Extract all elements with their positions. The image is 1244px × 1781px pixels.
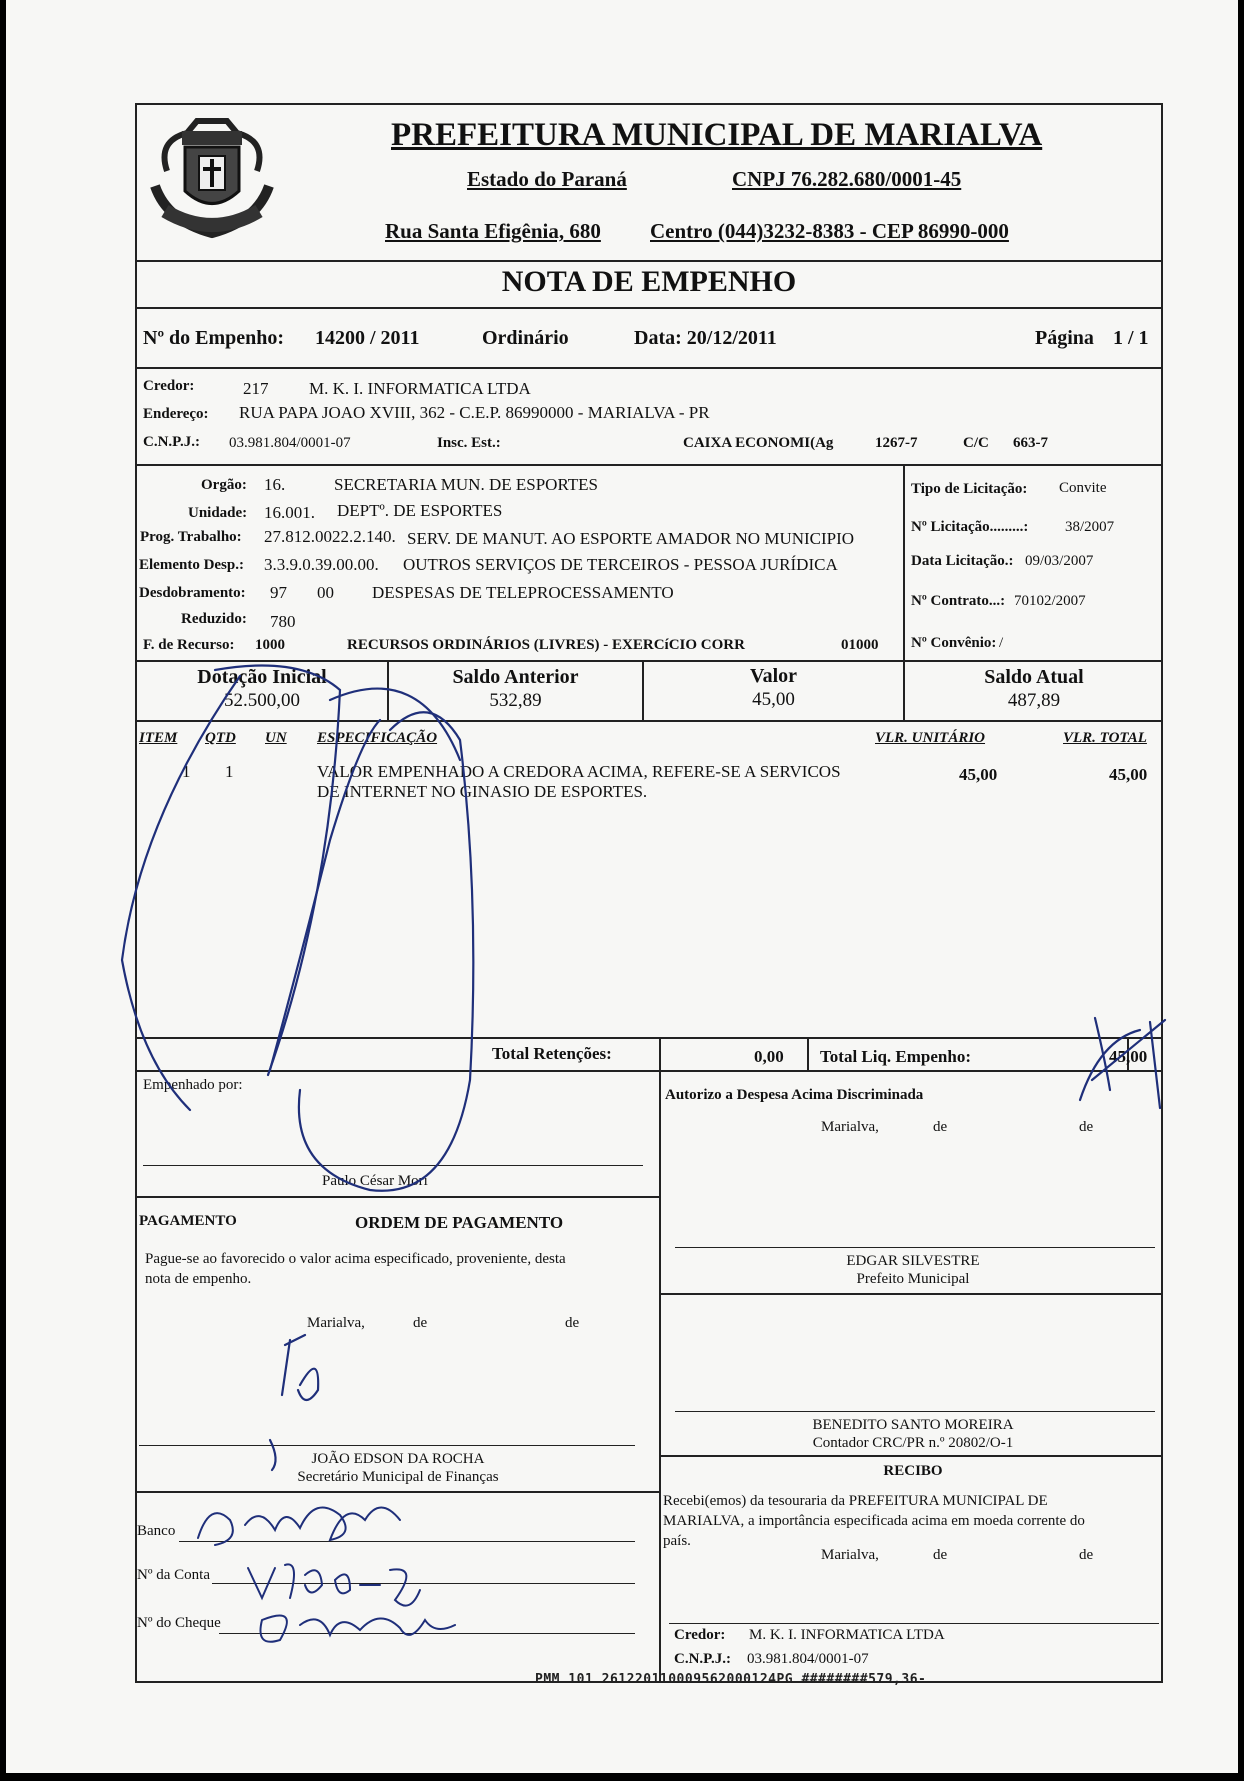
credor-cnpj: 03.981.804/0001-07	[229, 435, 351, 451]
prefeito-name: EDGAR SILVESTRE	[846, 1253, 980, 1269]
fonte-recurso-name: RECURSOS ORDINÁRIOS (LIVRES) - EXERCíCIO CORR	[347, 637, 745, 653]
licitacao-number: 38/2007	[1065, 519, 1115, 535]
state-name: Estado do Paraná	[467, 167, 627, 191]
authentication-line: PMM 101 261220110009562000124PG ########579,36-	[535, 1672, 927, 1687]
unidade-code: 16.001.	[264, 503, 315, 522]
convenio-number: /	[999, 635, 1004, 651]
item-qtd: 1	[225, 762, 234, 781]
licitacao-date: 09/03/2007	[1025, 553, 1094, 569]
municipality-title: PREFEITURA MUNICIPAL DE MARIALVA	[391, 117, 1043, 153]
fonte-recurso-number: 01000	[841, 637, 879, 653]
desdobramento-label: Desdobramento:	[139, 585, 246, 601]
empenhado-por-label: Empenhado por:	[143, 1077, 243, 1093]
item-total-value: 45,00	[1109, 765, 1148, 784]
saldo-anterior-value: 532,89	[489, 690, 542, 711]
elemento-desp-name: OUTROS SERVIÇOS DE TERCEIROS - PESSOA JURÍDICA	[403, 555, 838, 574]
municipality-address: Rua Santa Efigênia, 680	[385, 219, 601, 243]
empenho-date: Data: 20/12/2011	[634, 327, 777, 349]
autorizo-despesa: Autorizo a Despesa Acima Discriminada	[665, 1087, 924, 1103]
recibo-de-2: de	[1079, 1547, 1094, 1563]
col-qtd: QTD	[205, 730, 236, 746]
tipo-licitacao-label: Tipo de Licitação:	[911, 481, 1028, 497]
orgao-name: SECRETARIA MUN. DE ESPORTES	[334, 475, 598, 494]
fonte-recurso-label: F. de Recurso:	[143, 637, 235, 653]
total-retencoes-value: 0,00	[754, 1047, 784, 1066]
credor-name: M. K. I. INFORMATICA LTDA	[309, 379, 531, 398]
licitacao-date-label: Data Licitação.:	[911, 553, 1014, 569]
empenho-number-label: Nº do Empenho:	[143, 327, 285, 349]
tipo-licitacao: Convite	[1059, 480, 1107, 496]
secretario-title: Secretário Municipal de Finanças	[297, 1469, 499, 1485]
col-vlr-unitario: VLR. UNITÁRIO	[875, 730, 986, 746]
recibo-text-line-3: país.	[663, 1533, 691, 1549]
cc-number: 663-7	[1013, 435, 1048, 451]
pagamento-label: PAGAMENTO	[139, 1213, 237, 1229]
unidade-label: Unidade:	[188, 505, 248, 521]
col-item: ITEM	[139, 730, 178, 746]
prog-trabalho-name: SERV. DE MANUT. AO ESPORTE AMADOR NO MUNICIPIO	[407, 529, 855, 548]
bank-agency: 1267-7	[875, 435, 918, 451]
saldo-anterior-label: Saldo Anterior	[452, 666, 579, 688]
empenhado-por-name: Paulo César Mori	[322, 1173, 428, 1189]
dotacao-inicial-label: Dotação Inicial	[197, 666, 327, 688]
conta-label: Nº da Conta	[137, 1567, 210, 1583]
orgao-label: Orgão:	[201, 477, 247, 493]
desdobramento-name: DESPESAS DE TELEPROCESSAMENTO	[372, 583, 674, 602]
unidade-name: DEPTº. DE ESPORTES	[337, 501, 503, 520]
autorizo-de-1: de	[933, 1119, 948, 1135]
cc-label: C/C	[963, 435, 989, 451]
pagamento-de-1: de	[413, 1315, 428, 1331]
saldo-atual-label: Saldo Atual	[984, 666, 1084, 688]
pagamento-text-line-1: Pague-se ao favorecido o valor acima especificado, proveniente, desta	[145, 1251, 566, 1267]
bank-name: CAIXA ECONOMI(Ag	[683, 435, 834, 451]
pagamento-text-line-2: nota de empenho.	[145, 1271, 252, 1287]
recibo-cnpj-label: C.N.P.J.:	[674, 1651, 731, 1667]
elemento-desp-code: 3.3.9.0.39.00.00.	[264, 555, 379, 574]
credor-label: Credor:	[143, 378, 195, 394]
recibo-text-line-1: Recebi(emos) da tesouraria da PREFEITURA MUNICIPAL DE	[663, 1493, 1048, 1509]
credor-address-label: Endereço:	[143, 406, 209, 422]
item-spec-line-2: DE INTERNET NO GINASIO DE ESPORTES.	[317, 782, 648, 801]
recibo-credor-name: M. K. I. INFORMATICA LTDA	[749, 1627, 945, 1643]
col-un: UN	[265, 730, 287, 746]
licitacao-number-label: Nº Licitação.........:	[911, 519, 1029, 535]
recibo-credor-label: Credor:	[674, 1627, 726, 1643]
page-label: Página	[1035, 327, 1094, 349]
recibo-text-line-2: MARIALVA, a importância especificada acima em moeda corrente do	[663, 1513, 1085, 1529]
reduzido-value: 780	[270, 612, 296, 631]
document-title: NOTA DE EMPENHO	[501, 265, 797, 298]
total-retencoes-label: Total Retenções:	[492, 1044, 612, 1063]
convenio-label: Nº Convênio:	[911, 635, 997, 651]
recibo-de-1: de	[933, 1547, 948, 1563]
prefeito-title: Prefeito Municipal	[856, 1271, 970, 1287]
orgao-code: 16.	[264, 475, 286, 494]
page-number: 1 / 1	[1113, 327, 1149, 349]
recibo-title: RECIBO	[883, 1463, 943, 1479]
reduzido-label: Reduzido:	[181, 611, 247, 627]
valor-label: Valor	[749, 665, 798, 687]
empenho-number: 14200 / 2011	[315, 327, 420, 349]
contrato-label: Nº Contrato...:	[911, 593, 1006, 609]
fonte-recurso-code: 1000	[255, 637, 285, 653]
autorizo-city: Marialva,	[821, 1119, 879, 1135]
elemento-desp-label: Elemento Desp.:	[139, 557, 244, 573]
col-especificacao: ESPECIFICAÇÃO	[317, 730, 438, 746]
saldo-atual-value: 487,89	[1007, 690, 1061, 711]
pagamento-de-2: de	[565, 1315, 580, 1331]
credor-code: 217	[243, 379, 269, 398]
contador-title: Contador CRC/PR n.º 20802/O-1	[812, 1435, 1014, 1451]
municipality-contact: Centro (044)3232-8383 - CEP 86990-000	[650, 219, 1009, 243]
ordem-pagamento-title: ORDEM DE PAGAMENTO	[355, 1213, 564, 1232]
autorizo-de-2: de	[1079, 1119, 1094, 1135]
contador-name: BENEDITO SANTO MOREIRA	[812, 1417, 1014, 1433]
valor-value: 45,00	[752, 689, 795, 710]
item-unit-value: 45,00	[959, 765, 998, 784]
recibo-city: Marialva,	[821, 1547, 879, 1563]
insc-est-label: Insc. Est.:	[437, 435, 501, 451]
total-liquido-label: Total Liq. Empenho:	[820, 1047, 971, 1066]
desdobramento-code-1: 97	[270, 583, 287, 602]
pagamento-city: Marialva,	[307, 1315, 365, 1331]
dotacao-inicial-value: 52.500,00	[224, 690, 300, 711]
col-vlr-total: VLR. TOTAL	[1063, 730, 1147, 746]
cheque-label: Nº do Cheque	[137, 1615, 221, 1631]
credor-address: RUA PAPA JOAO XVIII, 362 - C.E.P. 86990000 - MARIALVA - PR	[239, 403, 710, 422]
prog-trabalho-code: 27.812.0022.2.140.	[264, 527, 396, 546]
nota-de-empenho-form	[135, 103, 1163, 1683]
item-spec-line-1: VALOR EMPENHADO A CREDORA ACIMA, REFERE-SE A SERVICOS	[317, 762, 841, 781]
total-liquido-value: 45,00	[1109, 1047, 1148, 1066]
item-number: 1	[182, 762, 191, 781]
credor-cnpj-label: C.N.P.J.:	[143, 434, 200, 450]
secretario-name: JOÃO EDSON DA ROCHA	[311, 1451, 485, 1467]
empenho-type: Ordinário	[482, 327, 569, 349]
contrato-number: 70102/2007	[1014, 593, 1086, 609]
banco-label: Banco	[137, 1523, 176, 1539]
municipality-cnpj: CNPJ 76.282.680/0001-45	[732, 167, 962, 191]
desdobramento-code-2: 00	[317, 583, 334, 602]
recibo-cnpj: 03.981.804/0001-07	[747, 1651, 869, 1667]
municipal-coat-of-arms-icon	[147, 111, 277, 241]
prog-trabalho-label: Prog. Trabalho:	[140, 529, 242, 545]
